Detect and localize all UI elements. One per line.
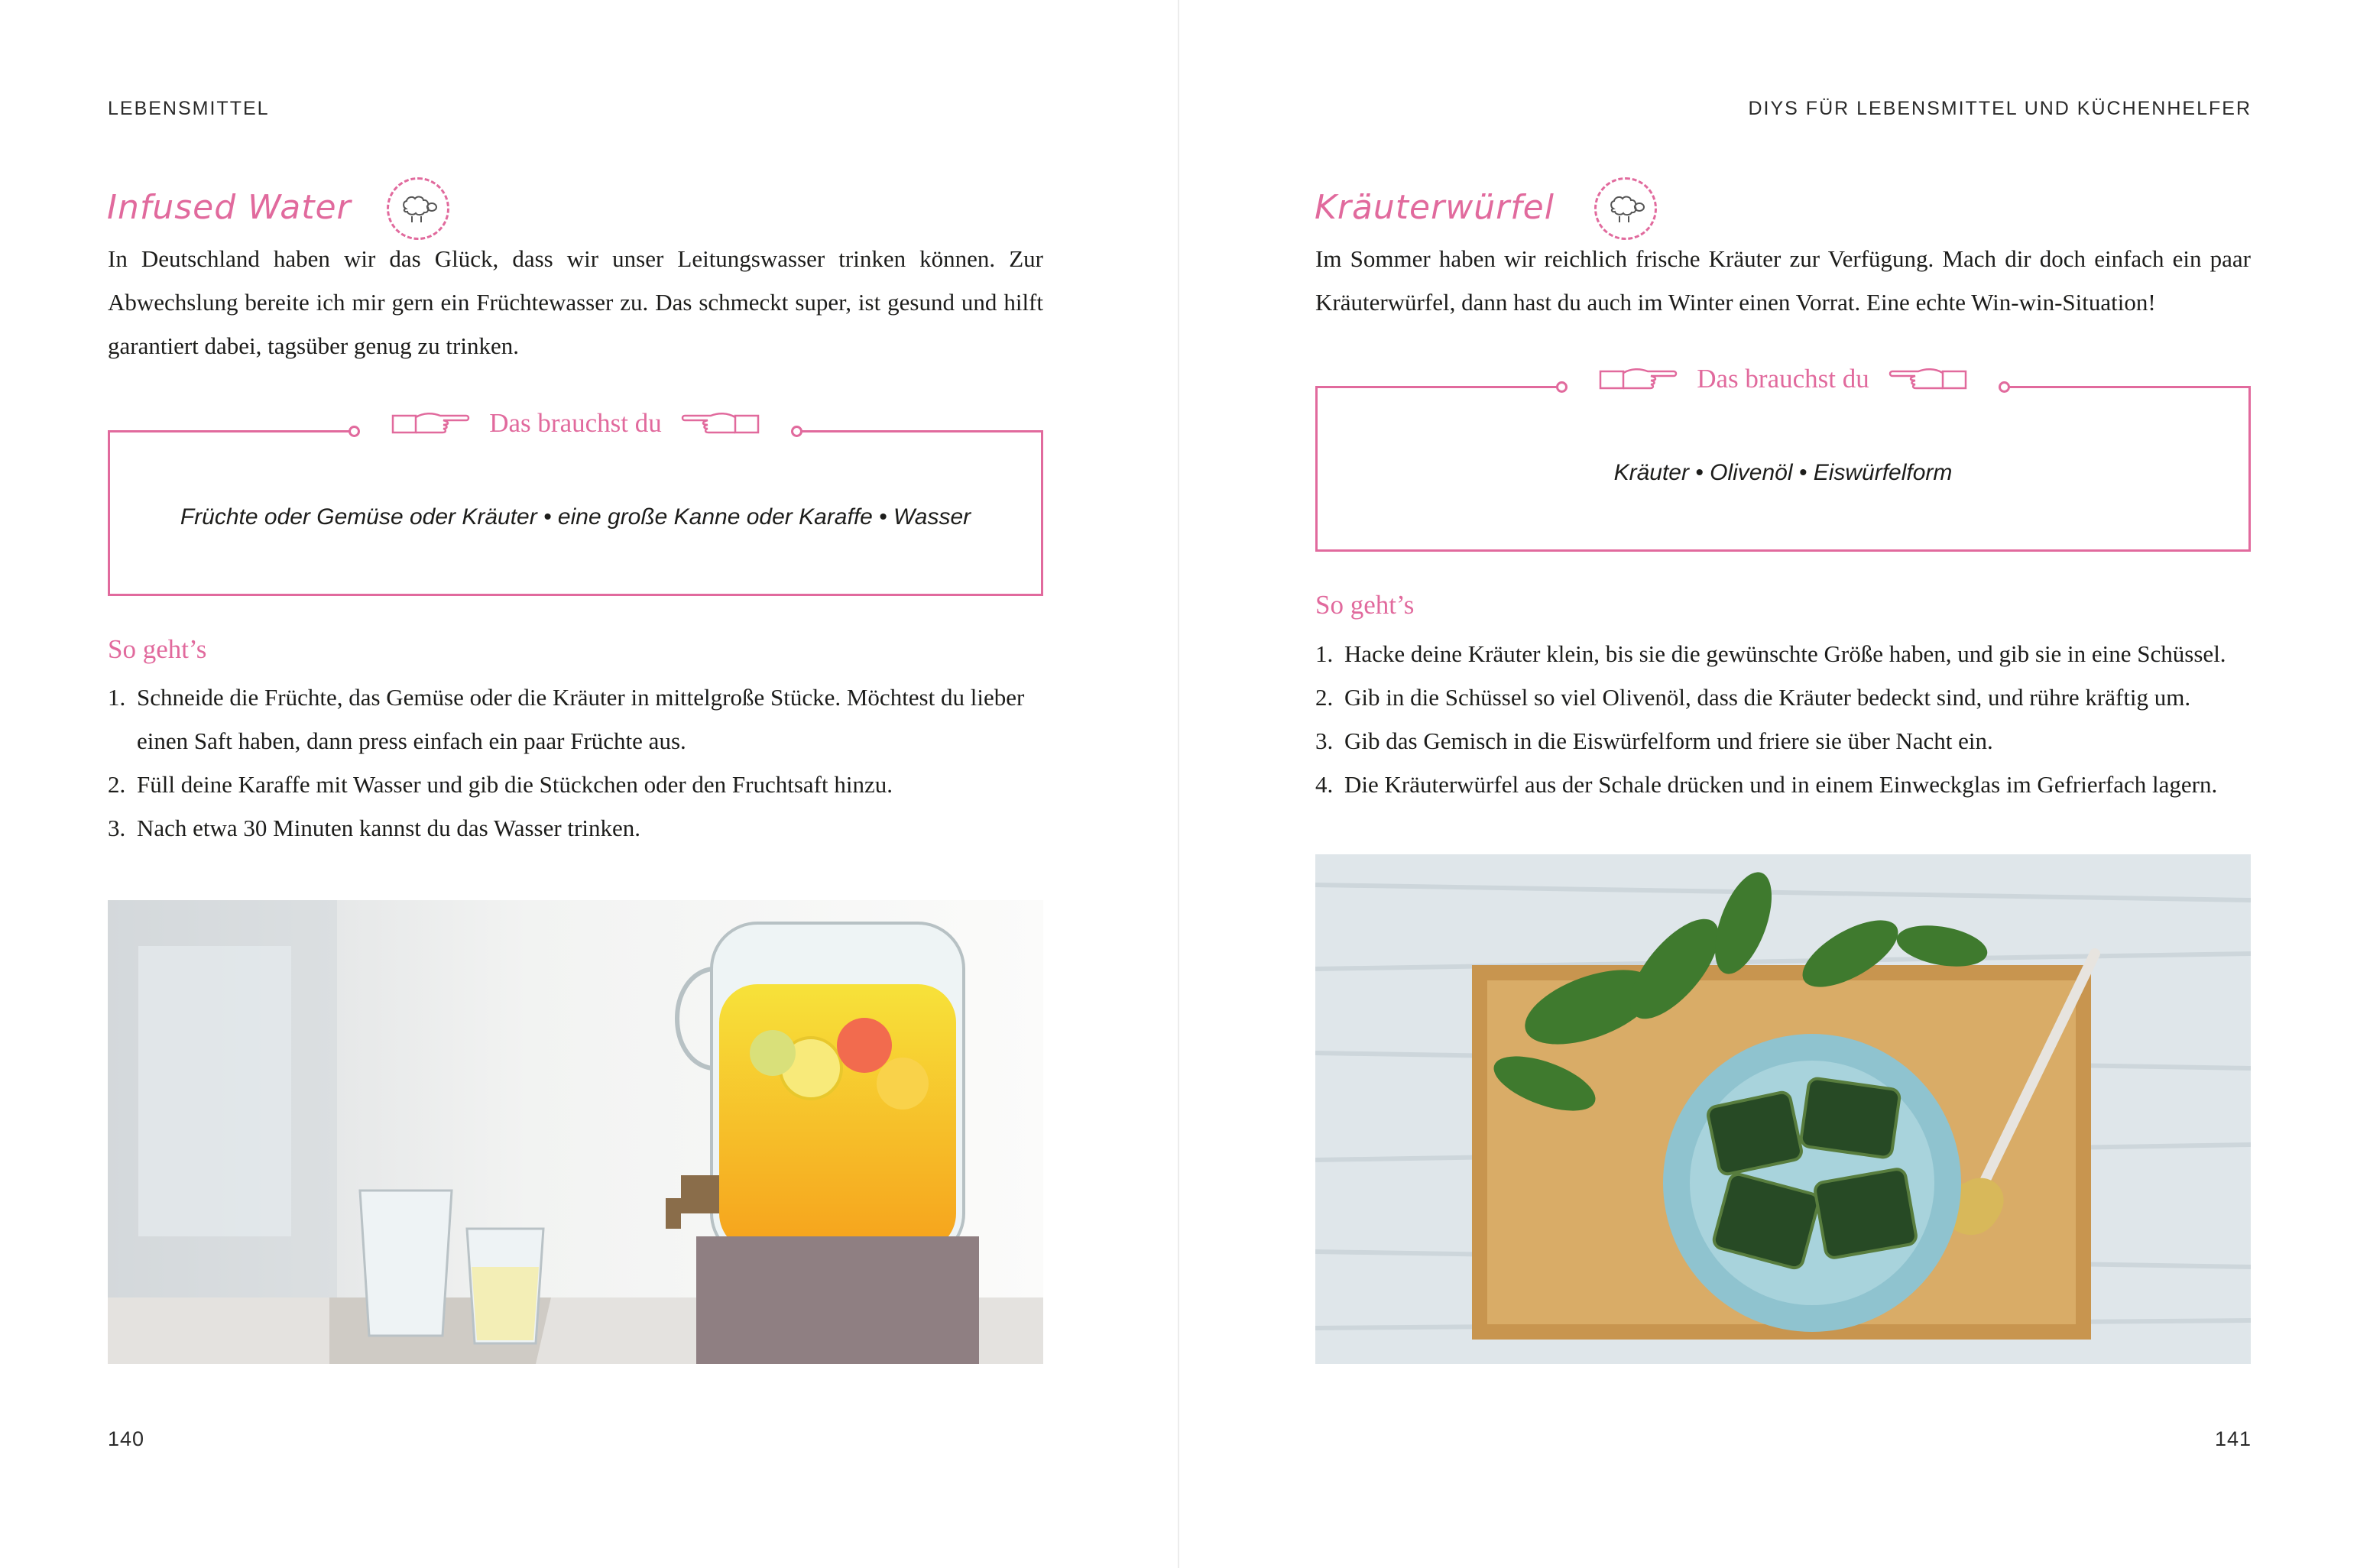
step-number: 1. [1315,640,1334,667]
step-text: Gib in die Schüssel so viel Olivenöl, dass die Kräuter bedeckt sind, und rühre kräftig um. [1344,684,2191,711]
step-number: 2. [108,771,126,798]
materials-heading-label: Das brauchst du [1697,364,1869,394]
materials-heading [110,408,1041,439]
list-item [108,763,1043,806]
intro-text: Im Sommer haben wir reichlich frische Kräuter zur Verfügung. Mach dir doch einfach ein paar Kräuterwürfel, dann hast du auch im Winter einen Vorrat. Eine echte Win-win-Situation! [1315,245,2251,316]
pointing-hand-right-icon [390,408,474,439]
page-number: 141 [2214,1427,2252,1450]
step-text: Gib das Gemisch in die Eiswürfelform und friere sie über Nacht ein. [1344,727,1993,754]
left-page [0,0,1178,1568]
materials-box [1315,364,2251,552]
step-text: Hacke deine Kräuter klein, bis sie die gewünschte Größe haben, und gib sie in eine Schüssel. [1344,640,2226,667]
intro-text: In Deutschland haben wir das Glück, dass wir unser Leitungswasser trinken können. Zur Abwechslung bereite ich mir gern ein Früchtewasser zu. Das schmeckt super, ist gesund und hilft garantiert dabei, tagsüber genug zu trinken. [108,245,1043,359]
steps-heading: So geht’s [108,634,207,664]
sheep-icon [387,177,449,240]
step-number: 3. [108,815,126,841]
pointing-hand-left-icon [1885,364,1969,394]
steps-list [1315,632,2278,806]
materials-box [108,408,1043,596]
step-number: 4. [1315,771,1334,798]
materials-heading [1318,364,2248,394]
step-text: Schneide die Früchte, das Gemüse oder die Kräuter in mittelgroße Stücke. Möchtest du lieber einen Saft haben, dann press einfach ein paar Früchte aus. [137,684,1025,754]
drink-dispenser-photo [108,900,1043,1364]
pointing-hand-left-icon [677,408,761,439]
step-text: Füll deine Karaffe mit Wasser und gib die Stückchen oder den Fruchtsaft hinzu. [137,771,893,798]
materials-list: Früchte oder Gemüse oder Kräuter • eine große Kanne oder Karaffe • Wasser [180,504,971,530]
pointing-hand-right-icon [1597,364,1681,394]
step-text: Nach etwa 30 Minuten kannst du das Wasser trinken. [137,815,640,841]
page-number: 140 [108,1427,145,1450]
list-item [108,675,1043,763]
step-number: 3. [1315,727,1334,754]
section-title: Kräuterwürfel [1315,188,1555,227]
steps-heading: So geht’s [1315,590,1415,620]
herb-ice-cubes-photo [1315,854,2251,1364]
section-title: Infused Water [107,188,352,227]
running-head: LEBENSMITTEL [108,98,270,119]
list-item [108,806,1043,850]
list-item [1315,675,2278,719]
sheep-icon [1594,177,1657,240]
steps-list [108,675,1043,850]
running-head: DIYS FÜR LEBENSMITTEL UND KÜCHENHELFER [1748,98,2252,119]
step-number: 2. [1315,684,1334,711]
list-item [1315,632,2278,675]
materials-heading-label: Das brauchst du [489,408,662,438]
materials-list: Kräuter • Olivenöl • Eiswürfelform [1613,460,1953,485]
step-number: 1. [108,684,126,711]
list-item [1315,719,2278,763]
step-text: Die Kräuterwürfel aus der Schale drücken und in einem Einweckglas im Gefrierfach lagern. [1344,771,2218,798]
list-item [1315,763,2278,806]
